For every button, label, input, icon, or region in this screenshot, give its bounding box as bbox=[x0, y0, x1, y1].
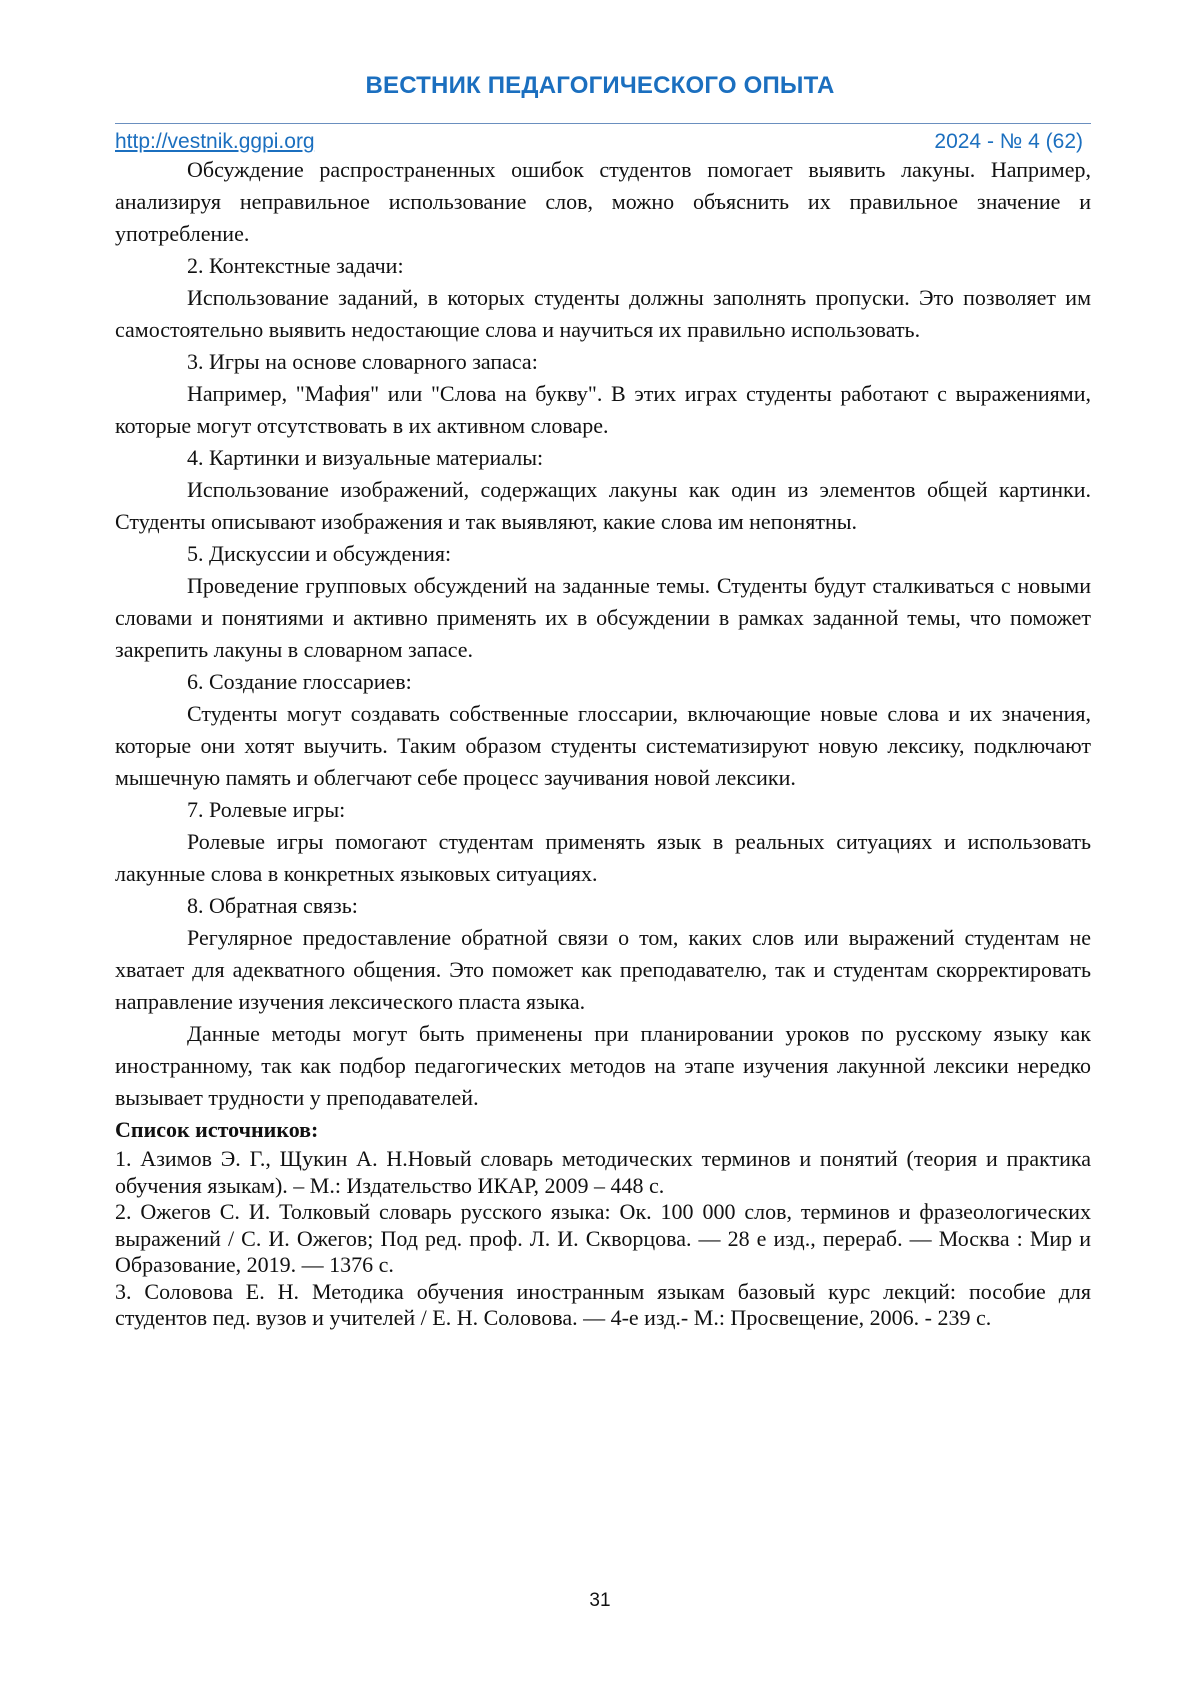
method-heading: 6. Создание глоссариев: bbox=[187, 669, 412, 694]
method-heading: 2. Контекстные задачи: bbox=[187, 253, 404, 278]
conclusion-paragraph: Данные методы могут быть применены при планировании уроков по русскому языку как иностранному, так как подбор педагогических методов на этапе изучения лакунной лексики нередко вызывает трудности у преподавателей. bbox=[115, 1021, 1091, 1110]
article-body bbox=[115, 154, 1091, 1332]
body-paragraph: Использование заданий, в которых студенты должны заполнять пропуски. Это позволяет им самостоятельно выявить недостающие слова и научиться их правильно использовать. bbox=[115, 285, 1091, 342]
issue-number: 2024 - № 4 (62) bbox=[934, 130, 1083, 153]
header-divider bbox=[115, 123, 1091, 124]
references-heading: Список источников: bbox=[115, 1117, 319, 1142]
method-heading: 3. Игры на основе словарного запаса: bbox=[187, 349, 538, 374]
page-number: 31 bbox=[589, 1590, 611, 1611]
reference-item: 1. Азимов Э. Г., Щукин А. Н.Новый словарь методических терминов и понятий (теория и практика обучения языкам). – М.: Издательство ИКАР, 2009 – 448 с. bbox=[115, 1146, 1091, 1198]
journal-title: ВЕСТНИК ПЕДАГОГИЧЕСКОГО ОПЫТА bbox=[365, 72, 835, 99]
body-paragraph: Например, "Мафия" или "Слова на букву". В этих играх студенты работают с выражениями, которые могут отсутствовать в их активном словаре. bbox=[115, 381, 1091, 438]
method-heading: 4. Картинки и визуальные материалы: bbox=[187, 445, 544, 470]
method-heading: 7. Ролевые игры: bbox=[187, 797, 346, 822]
body-paragraph: Проведение групповых обсуждений на заданные темы. Студенты будут сталкиваться с новыми словами и понятиями и активно применять их в обсуждении в рамках заданной темы, что поможет закрепить лакуны в словарном запасе. bbox=[115, 573, 1091, 662]
website-link[interactable]: http://vestnik.ggpi.org bbox=[115, 130, 315, 153]
references-list bbox=[115, 1146, 1091, 1332]
reference-item: 3. Соловова Е. Н. Методика обучения иностранным языкам базовый курс лекций: пособие для студентов пед. вузов и учителей / Е. Н. Соловова. — 4-е изд.- М.: Просвещение, 2006. - 239 с. bbox=[115, 1278, 1091, 1330]
body-paragraph: Использование изображений, содержащих лакуны как один из элементов общей картинки. Студенты описывают изображения и так выявляют, какие слова им непонятны. bbox=[115, 477, 1091, 534]
body-paragraph: Регулярное предоставление обратной связи о том, каких слов или выражений студентам не хватает для адекватного общения. Это поможет как преподавателю, так и студентам скорректировать направление изучения лексического пласта языка. bbox=[115, 925, 1091, 1014]
method-heading: 5. Дискуссии и обсуждения: bbox=[187, 541, 452, 566]
body-paragraph: Студенты могут создавать собственные глоссарии, включающие новые слова и их значения, которые они хотят выучить. Таким образом студенты систематизируют новую лексику, подключают мышечную память и облегчают себе процесс заучивания новой лексики. bbox=[115, 701, 1091, 790]
header-meta bbox=[115, 130, 1091, 156]
body-paragraph: Обсуждение распространенных ошибок студентов помогает выявить лакуны. Например, анализируя неправильное использование слов, можно объяснить их правильное значение и употребление. bbox=[115, 157, 1091, 246]
reference-item: 2. Ожегов С. И. Толковый словарь русского языка: Ок. 100 000 слов, терминов и фразеологических выражений / С. И. Ожегов; Под ред. проф. Л. И. Скворцова. — 28 е изд., перераб. — Москва : Мир и Образование, 2019. — 1376 с. bbox=[115, 1199, 1091, 1277]
body-paragraph: Ролевые игры помогают студентам применять язык в реальных ситуациях и использовать лакунные слова в конкретных языковых ситуациях. bbox=[115, 829, 1091, 886]
method-heading: 8. Обратная связь: bbox=[187, 893, 358, 918]
